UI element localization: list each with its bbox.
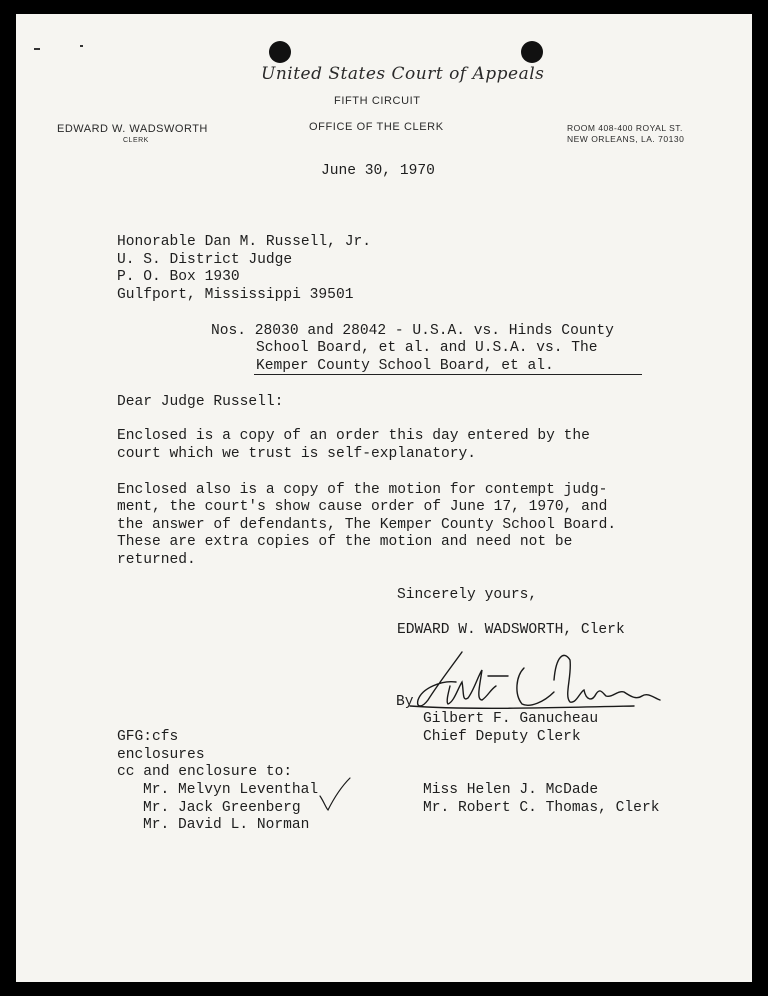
- signer-title: Chief Deputy Clerk: [423, 729, 581, 745]
- enclosures-label: enclosures: [117, 747, 205, 763]
- handwritten-signature: [404, 646, 664, 716]
- court-name: United States Court of Appeals: [261, 64, 545, 84]
- paragraph-line: Enclosed also is a copy of the motion for contempt judg-: [117, 482, 608, 498]
- paragraph-line: Enclosed is a copy of an order this day entered by the: [117, 428, 590, 444]
- subject-underline: [254, 374, 642, 375]
- cc-recipient: Mr. David L. Norman: [143, 817, 310, 833]
- paragraph-line: These are extra copies of the motion and need not be: [117, 534, 573, 550]
- paragraph-line: the answer of defendants, The Kemper County School Board.: [117, 517, 617, 533]
- signature-office-line: EDWARD W. WADSWORTH, Clerk: [397, 622, 625, 638]
- closing: Sincerely yours,: [397, 587, 538, 603]
- paragraph-line: court which we trust is self-explanatory.: [117, 446, 477, 462]
- cc-recipient: Miss Helen J. McDade: [423, 782, 599, 798]
- check-mark: [314, 774, 354, 814]
- recipient-line: P. O. Box 1930: [117, 269, 240, 285]
- office-label: OFFICE OF THE CLERK: [309, 121, 444, 133]
- cc-recipient: Mr. Melvyn Leventhal: [143, 782, 319, 798]
- recipient-line: Gulfport, Mississippi 39501: [117, 287, 354, 303]
- by-label: By: [396, 694, 414, 710]
- recipient-line: U. S. District Judge: [117, 252, 293, 268]
- signer-name: Gilbert F. Ganucheau: [423, 711, 599, 727]
- cc-recipient: Mr. Robert C. Thomas, Clerk: [423, 800, 660, 816]
- address-line-1: ROOM 408-400 ROYAL ST.: [567, 123, 683, 133]
- paragraph-line: returned.: [117, 552, 196, 568]
- letter-page: [16, 14, 752, 982]
- speck: [80, 45, 83, 47]
- subject-line: Nos. 28030 and 28042 - U.S.A. vs. Hinds County: [211, 323, 614, 339]
- circuit-label: FIFTH CIRCUIT: [334, 95, 421, 107]
- punch-hole-right: [521, 41, 543, 63]
- address-line-2: NEW ORLEANS, LA. 70130: [567, 134, 685, 144]
- clerk-title: CLERK: [123, 137, 149, 144]
- cc-recipient: Mr. Jack Greenberg: [143, 800, 301, 816]
- paragraph-line: ment, the court's show cause order of June 17, 1970, and: [117, 499, 608, 515]
- salutation: Dear Judge Russell:: [117, 394, 284, 410]
- initials: GFG:cfs: [117, 729, 179, 745]
- speck: [34, 48, 40, 50]
- recipient-line: Honorable Dan M. Russell, Jr.: [117, 234, 371, 250]
- subject-line: School Board, et al. and U.S.A. vs. The: [256, 340, 598, 356]
- clerk-name: EDWARD W. WADSWORTH: [57, 123, 208, 135]
- punch-hole-left: [269, 41, 291, 63]
- letter-date: June 30, 1970: [321, 163, 435, 179]
- cc-heading: cc and enclosure to:: [117, 764, 293, 780]
- subject-line: Kemper County School Board, et al.: [256, 358, 554, 374]
